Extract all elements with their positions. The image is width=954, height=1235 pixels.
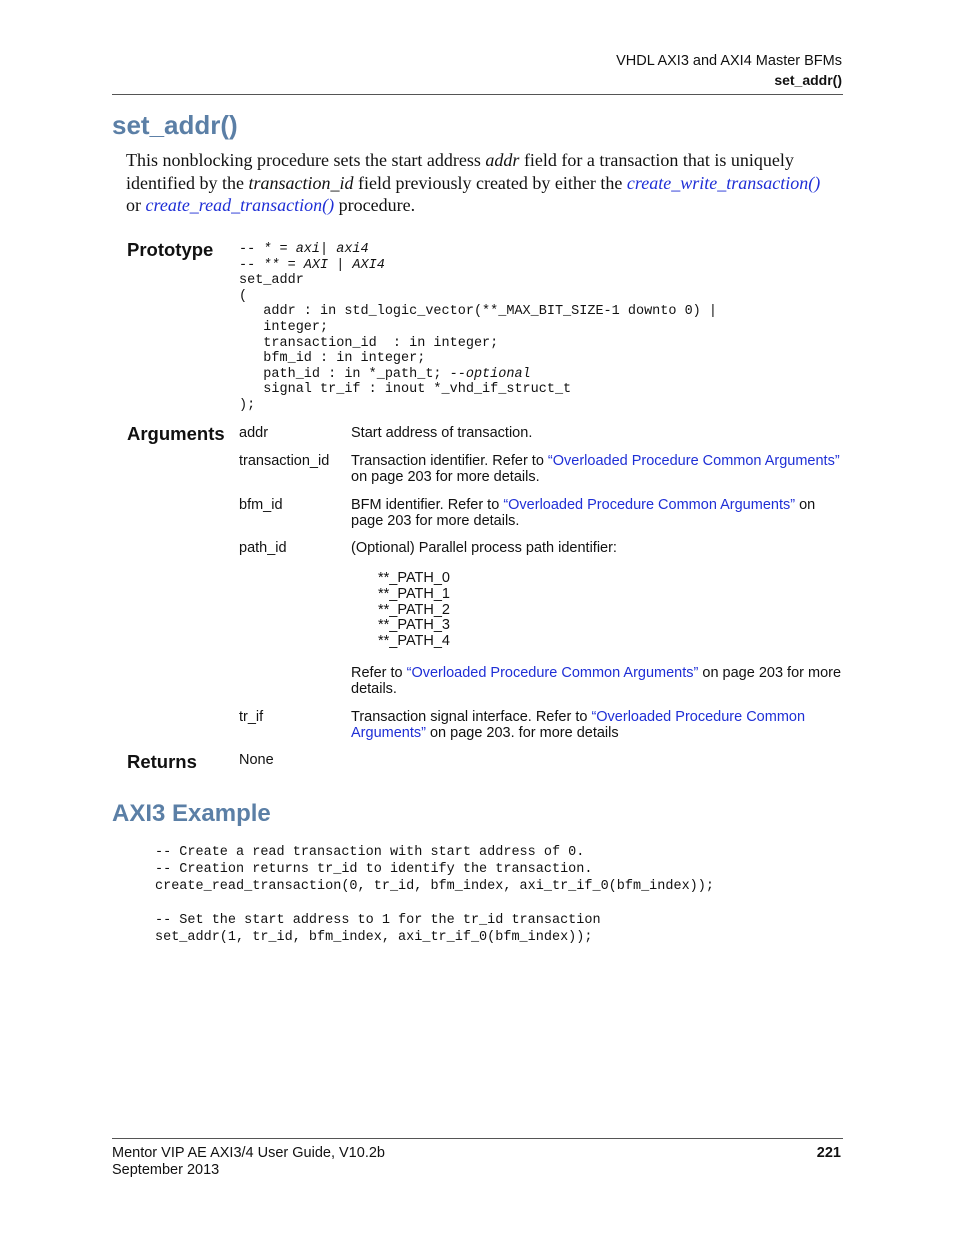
arg-desc-text: on page 203 for more details. [351,469,540,485]
path-id-values [378,571,450,650]
arg-desc-transaction-id [351,453,843,485]
running-header [616,52,842,90]
arg-desc-text: on page 203 for more details. [351,665,842,697]
path-value: **_PATH_3 [378,617,450,634]
footer-rule [112,1138,843,1139]
prototype-tail: signal tr_if : inout *_vhd_if_struct_t ); [239,382,572,413]
arg-name-addr: addr [239,425,269,441]
arg-desc-path-id-refer [351,665,843,697]
page-number: 221 [816,1145,841,1161]
overloaded-args-link[interactable]: “Overloaded Procedure Common Arguments” [503,497,796,513]
arg-desc-path-id: (Optional) Parallel process path identifier: [351,540,617,556]
intro-transaction-id: transaction_id [248,172,354,193]
overloaded-args-link[interactable]: “Overloaded Procedure Common Arguments” [547,453,840,469]
arg-desc-tr-if [351,709,843,741]
arguments-label: Arguments [127,423,225,444]
intro-addr: addr [485,150,520,170]
overloaded-args-link[interactable]: “Overloaded Procedure Common Arguments” [351,709,806,741]
prototype-optional-comment: --optional [449,366,531,382]
arg-name-tr-if: tr_if [239,709,264,725]
path-value: **_PATH_4 [378,633,450,650]
footer-guide: Mentor VIP AE AXI3/4 User Guide, V10.2b [112,1145,385,1161]
arg-name-path-id: path_id [239,540,287,556]
arg-desc-text: BFM identifier. Refer to [351,497,504,513]
arg-name-bfm-id: bfm_id [239,497,283,513]
arg-name-transaction-id: transaction_id [239,453,330,469]
header-chapter: VHDL AXI3 and AXI4 Master BFMs [616,53,842,69]
prototype-label: Prototype [127,239,214,260]
arg-desc-addr: Start address of transaction. [351,425,533,441]
header-rule [112,94,843,95]
returns-value: None [239,752,274,768]
example-code: -- Create a read transaction with start address of 0. -- Creation returns tr_id to identify the transaction. create_read_transaction(0, tr_id, bfm_index, axi_tr_if_0(bfm_index)); -- Set the start address to 1 for the tr_id transaction set_addr(1, tr_id, bfm_index, axi_tr_if_0(bfm_index)); [155,845,714,945]
arg-desc-text: Refer to [351,665,407,681]
arg-desc-bfm-id [351,497,843,529]
example-heading: AXI3 Example [112,800,271,827]
returns-label: Returns [127,751,197,772]
footer [112,1145,385,1179]
path-value: **_PATH_0 [378,570,450,586]
path-value: **_PATH_1 [378,585,450,602]
page-title: set_addr() [112,110,238,140]
overloaded-args-link[interactable]: “Overloaded Procedure Common Arguments” [406,665,699,681]
header-section: set_addr() [774,72,842,88]
intro-text: or [126,195,146,215]
intro-paragraph [126,149,838,217]
create-write-transaction-link[interactable]: create_write_transaction() [626,172,821,193]
arg-desc-text: Transaction signal interface. Refer to [351,709,592,725]
prototype-code [239,242,717,414]
intro-text: field for a transaction that is uniquely identified by the [126,150,794,193]
prototype-body: set_addr ( addr : in std_logic_vector(**_MAX_BIT_SIZE-1 downto 0) | integer; transaction_id : in integer; bfm_id : in integer; path_id : in *_path_t; [239,273,717,382]
path-value: **_PATH_2 [378,601,450,618]
prototype-comment-1: -- * = axi| axi4 [239,242,369,257]
create-read-transaction-link[interactable]: create_read_transaction() [145,195,335,215]
intro-text: field previously created by either the [353,172,627,193]
intro-text: procedure. [334,195,416,215]
intro-text: This nonblocking procedure sets the start address [126,150,486,170]
arg-desc-text: on page 203. for more details [425,725,619,741]
arg-desc-text: on page 203 for more details. [351,497,816,529]
prototype-comment-2: -- ** = AXI | AXI4 [239,257,385,273]
footer-date: September 2013 [112,1162,220,1178]
arg-desc-text: Transaction identifier. Refer to [351,453,548,469]
